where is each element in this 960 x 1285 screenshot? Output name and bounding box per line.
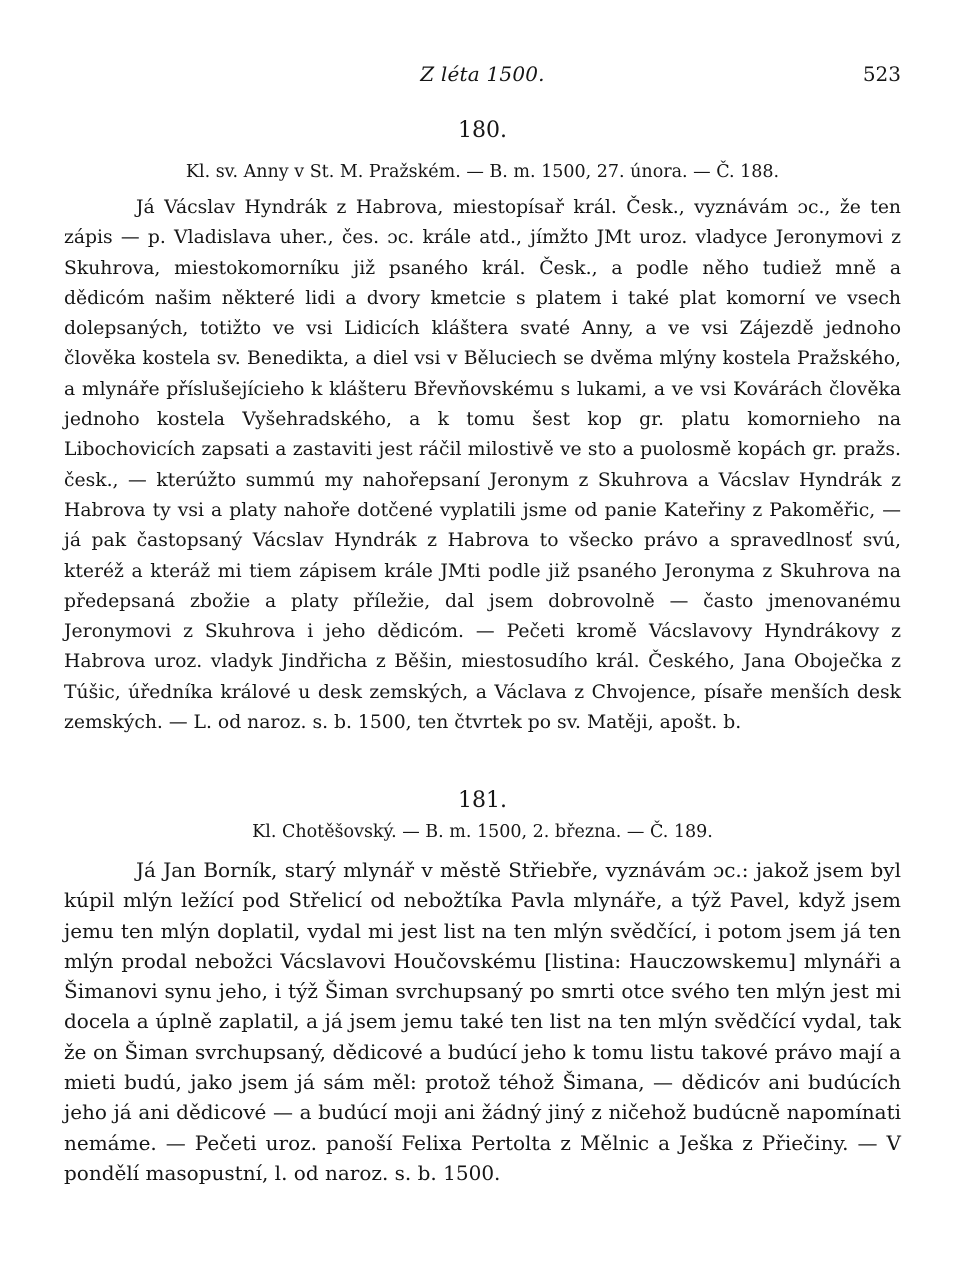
document-source-line: Kl. Chotěšovský. — B. m. 1500, 2. března. — Č. 189. xyxy=(252,822,713,842)
document-number: 180. xyxy=(458,118,507,143)
document-number: 181. xyxy=(458,788,507,813)
document-text: Já Jan Borník, starý mlynář v městě Střiebře, vyznávám ɔc.: jakož jsem byl kúpil mlýn ležící pod Střelicí od nebožtíka Pavla mlynáře, a týž Pavel, když jsem jemu ten mlýn doplatil, vydal mi jest list na ten mlýn svědčící, i potom jsem já ten mlýn prodal nebožci Vácslavovi Houčovskému [listina: Hauczowskemu] mlynáři a Šimanovi synu jeho, i týž Šiman svrchupsaný po smrti otce svého ten mlýn jest mi docela a úplně zaplatil, a já jsem jemu také ten list na ten mlýn svědčící vydal, tak že on Šiman svrchupsaný, dědicové a budúcí jeho k tomu listu takové právo mají a mieti budú, jako jsem já sám měl: protož téhož Šimana, — dědicóv ani budúcích jeho já ani dědicové — a budúcí moji ani žádný jiný z ničehož budúcně napomínati nemáme. — Pečeti uroz. panoší Felixa Pertolta z Mělnic a Ješka z Přiečiny. — V pondělí masopustní, l. od naroz. s. b. 1500. xyxy=(64,858,901,1185)
running-title: Z léta 1500. xyxy=(420,62,545,86)
document-source-line: Kl. sv. Anny v St. M. Pražském. — B. m. 1500, 27. února. — Č. 188. xyxy=(185,162,780,182)
page-number: 523 xyxy=(862,62,901,86)
document-text: Já Vácslav Hyndrák z Habrova, miestopísař král. Česk., vyznávám ɔc., že ten zápis — p. Vladislava uher., čes. ɔc. krále atd., jímžto JMt uroz. vladyce Jeronymovi z Skuhrova, miestokomorníku již psaného král. Česk., a podle něho tudiež mně a dědicóm našim některé lidi a dvory kmetcie s platem i také plat komorní ve vsech dolepsaných, totižto ve vsi Lidicích kláštera svaté Anny, a ve vsi Zájezdě jednoho člověka kostela sv. Benedikta, a diel vsi v Běluciech se dvěma mlýny kostela Pražského, a mlynáře příslušejícieho k klášteru Břevňovskému s lukami, a ve vsi Kovárách člověka jednoho kostela Vyšehradského, a k tomu šest kop gr. platu komornieho na Libochovicích zapsati a zastaviti jest ráčil milostivě ve sto a puolosmě kopách gr. pražs. česk., — kterúžto summú my nahořepsaní Jeronym z Skuhrova a Vácslav Hyndrák z Habrova ty vsi a platy nahoře dotčené vyplatili jsme od panie Kateřiny z Pakoměřic, — já pak častopsaný Vácslav Hyndrák z Habrova to všecko právo a spravedlnosť svú, kteréž a kteráž mi tiem zápisem krále JMti podle již psaného Jeronyma z Skuhrova na předepsaná zbožie a platy příležie, dal jsem dobrovolně — často jmenovanému Jeronymovi z Skuhrova i jeho dědicóm. — Pečeti kromě Vácslavovy Hyndrákovy z Habrova uroz. vladyk Jindřicha z Běšin, miestosudího král. Českého, Jana Oboječka z Túšic, úředníka králové u desk zemských, a Václava z Chvojence, písaře menších desk zemských. — L. od naroz. s. b. 1500, ten čtvrtek po sv. Matěji, apošt. b. xyxy=(64,197,901,734)
page-header xyxy=(64,62,901,92)
